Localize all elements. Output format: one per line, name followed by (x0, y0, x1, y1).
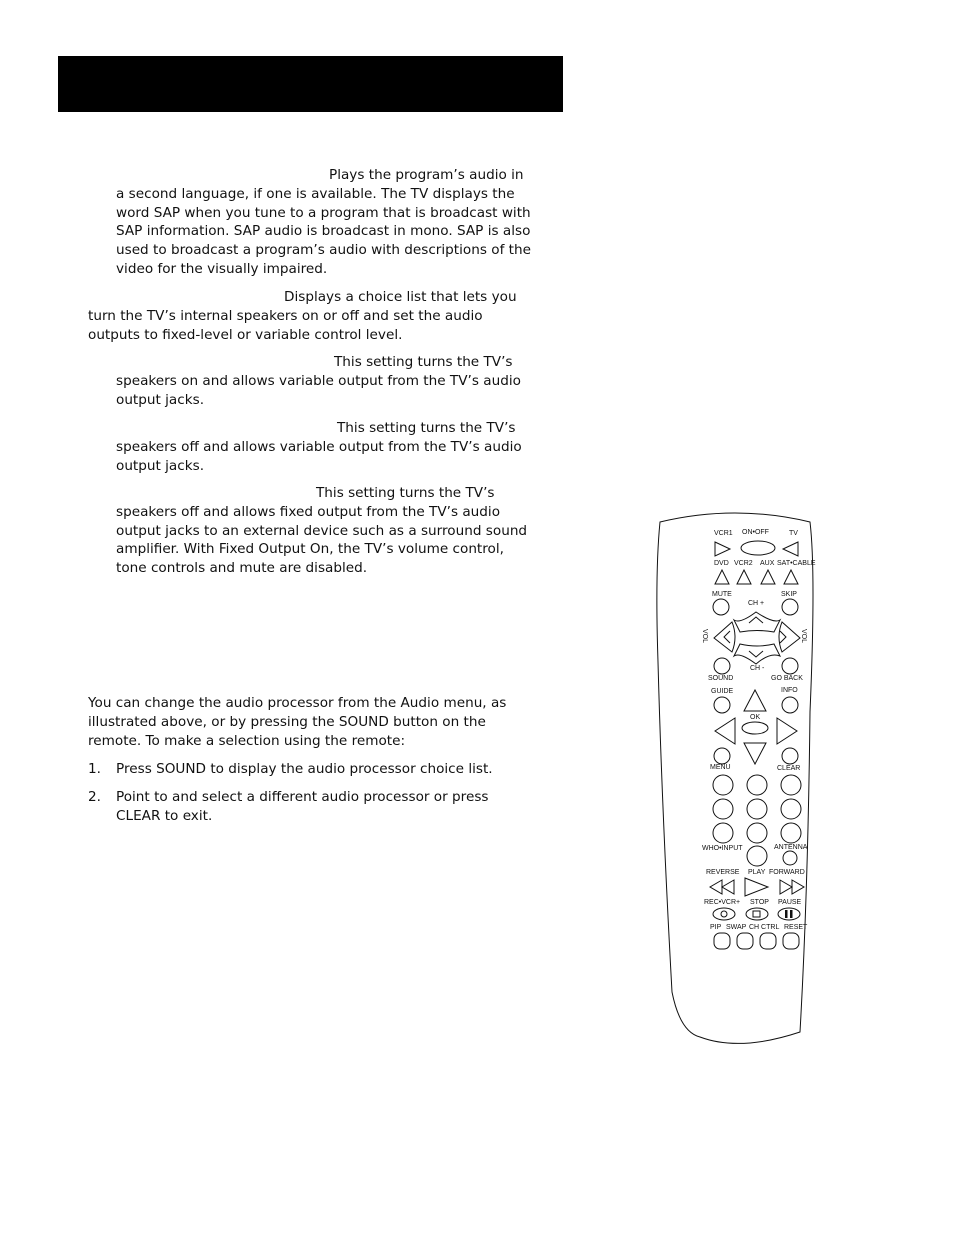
pip-button (714, 933, 730, 949)
info-button (782, 697, 798, 713)
reset-button (783, 933, 799, 949)
remote-reverse-label: REVERSE (706, 869, 740, 876)
digit-button (747, 846, 767, 866)
mute-button (713, 599, 729, 615)
ok-button (742, 722, 768, 734)
pause-icon (785, 910, 788, 918)
digit-button (713, 799, 733, 819)
remote-swap-label: SWAP (726, 924, 747, 931)
sap-description: Plays the program’s audio in a second language, if one is available. The TV displays the word SAP when you tune to a program that is broadcast with SAP information. SAP audio is broadcast in mono. SAP is also used to broadcast a program’s audio with descriptions of the video for the visually impaired. (116, 167, 531, 277)
pause-button (778, 908, 800, 920)
header-bar (58, 56, 563, 112)
guide-button (714, 697, 730, 713)
remote-rec-vcr-label: REC•VCR+ (704, 899, 741, 906)
digit-button (713, 823, 733, 843)
remote-pip-label: PIP (710, 924, 722, 931)
remote-antenna-label: ANTENNA (774, 844, 808, 851)
remote-vcr2-label: VCR2 (734, 560, 753, 567)
ch-ctrl-button (760, 933, 776, 949)
remote-vcr1-label: VCR1 (714, 530, 733, 537)
digit-button (781, 775, 801, 795)
remote-guide-label: GUIDE (711, 688, 734, 695)
option-2-description: This setting turns the TV’s speakers off and allows variable output from the TV’s audio output jacks. (116, 420, 522, 474)
remote-info-label: INFO (781, 687, 798, 694)
remote-control-illustration (640, 512, 830, 1052)
remote-stop-label: STOP (750, 899, 769, 906)
remote-ch-minus-label: CH - (750, 665, 765, 672)
remote-mute-label: MUTE (712, 591, 732, 598)
remote-ch-plus-label: CH + (748, 600, 765, 607)
step-2 (88, 788, 533, 826)
go-back-button (782, 658, 798, 674)
digit-button (781, 799, 801, 819)
remote-clear-label: CLEAR (777, 765, 801, 772)
remote-reset-label: RESET (784, 924, 808, 931)
clear-button (782, 748, 798, 764)
record-button (713, 908, 735, 920)
remote-play-label: PLAY (748, 869, 766, 876)
remote-vol-right-label: VOL (800, 629, 807, 644)
remote-who-input-label: WHO•INPUT (702, 845, 743, 852)
remote-intro: You can change the audio processor from the Audio menu, as illustrated above, or by pressing the SOUND button on the remote. To make a selection using the remote: (88, 695, 507, 749)
remote-sound-label: SOUND (708, 675, 734, 682)
swap-button (737, 933, 753, 949)
remote-forward-label: FORWARD (769, 869, 805, 876)
option-1-description: This setting turns the TV’s speakers on and allows variable output from the TV’s audio output jacks. (116, 354, 521, 408)
step-1 (88, 760, 533, 779)
remote-ch-ctrl-label: CH CTRL (749, 924, 780, 931)
digit-button (747, 799, 767, 819)
remote-tv-label: TV (789, 530, 798, 537)
remote-menu-label: MENU (710, 764, 731, 771)
output-description: Displays a choice list that lets you turn the TV’s internal speakers on or off and set the audio outputs to fixed-level or variable control level. (88, 289, 517, 343)
antenna-button (783, 851, 797, 865)
remote-skip-label: SKIP (781, 591, 797, 598)
step-1-text: Press SOUND to display the audio processor choice list. (116, 761, 493, 777)
stop-button (746, 908, 768, 920)
remote-pause-label: PAUSE (778, 899, 802, 906)
digit-button (747, 823, 767, 843)
option-3-description: This setting turns the TV’s speakers off and allows fixed output from the TV’s audio output jacks to an external device such as a surround sound amplifier. With Fixed Output On, the TV’s volume control, tone controls and mute are disabled. (116, 485, 528, 577)
step-1-number: 1. (88, 761, 101, 777)
remote-dvd-label: DVD (714, 560, 729, 567)
step-2-text: Point to and select a different audio processor or press CLEAR to exit. (116, 789, 489, 824)
sound-button (714, 658, 730, 674)
step-2-number: 2. (88, 789, 101, 805)
remote-go-back-label: GO BACK (771, 675, 803, 682)
digit-button (747, 775, 767, 795)
remote-vol-left-label: VOL (701, 629, 708, 644)
power-button (741, 541, 775, 555)
remote-aux-label: AUX (760, 560, 775, 567)
remote-ok-label: OK (750, 714, 761, 721)
remote-on-off-label: ON•OFF (742, 529, 769, 536)
digit-button (713, 775, 733, 795)
remote-sat-cable-label: SAT•CABLE (777, 560, 816, 567)
skip-button (782, 599, 798, 615)
digit-button (781, 823, 801, 843)
menu-button (714, 748, 730, 764)
